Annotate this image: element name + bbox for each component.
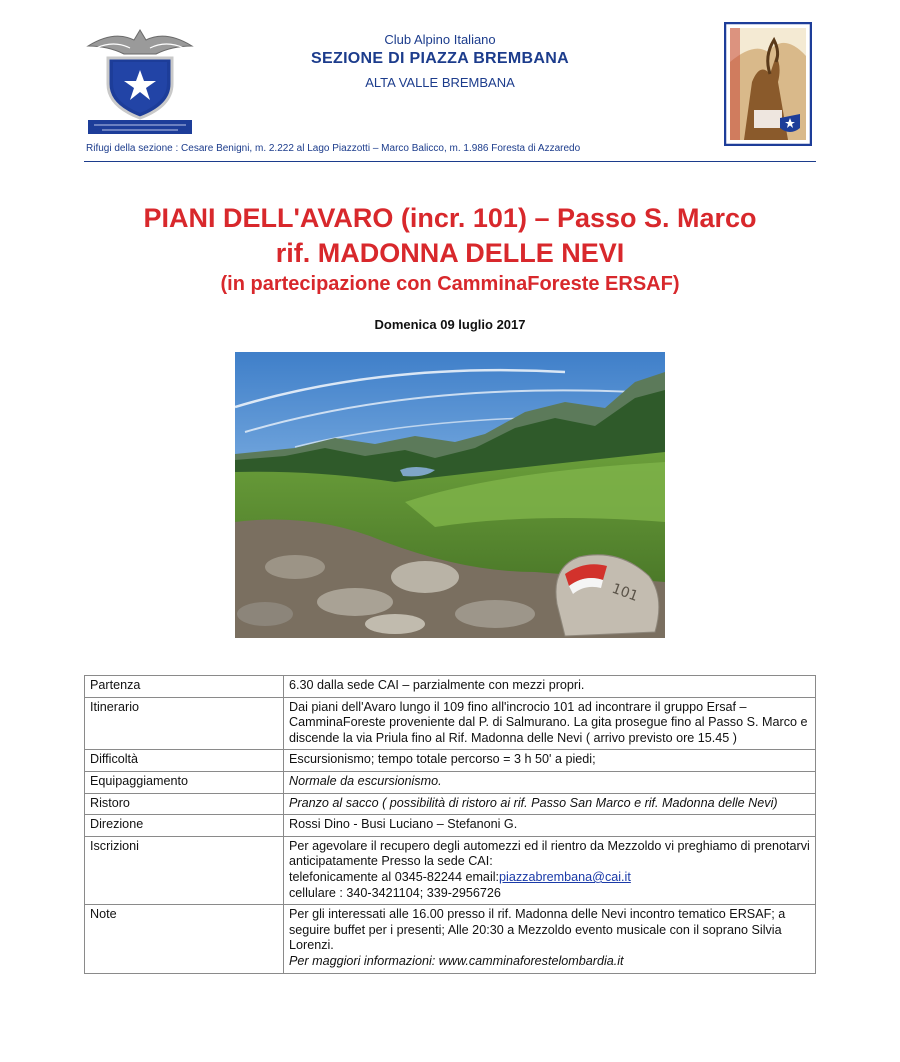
table-row-note: [85, 905, 816, 973]
mountain-trail-photo: [235, 352, 665, 638]
row-label: Partenza: [85, 676, 284, 698]
row-value: Normale da escursionismo.: [284, 771, 816, 793]
iscrizioni-contact: [289, 870, 810, 886]
section-poster-logo: [724, 22, 812, 146]
valley-name: ALTA VALLE BREMBANA: [365, 75, 515, 90]
row-label: Difficoltà: [85, 750, 284, 772]
row-label: Equipaggiamento: [85, 771, 284, 793]
iscrizioni-text: Per agevolare il recupero degli automezzi ed il rientro da Mezzoldo vi preghiamo di prenotarvi anticipatamente Presso la sede CAI:: [289, 838, 810, 869]
row-value: [284, 836, 816, 904]
table-row-direzione: [85, 815, 816, 837]
event-title-line-2: rif. MADONNA DELLE NEVI: [275, 238, 625, 268]
row-label: Direzione: [85, 815, 284, 837]
table-row-itinerario: [85, 697, 816, 750]
event-title-line-1: PIANI DELL'AVARO (incr. 101) – Passo S. Marco: [143, 203, 757, 233]
row-value: Rossi Dino - Busi Luciano – Stefanoni G.: [284, 815, 816, 837]
event-title-line-3: (in partecipazione con CamminaForeste ERSAF): [220, 273, 680, 295]
section-name: SEZIONE DI PIAZZA BREMBANA: [311, 50, 569, 67]
svg-text:101: 101: [609, 580, 641, 605]
club-name: Club Alpino Italiano: [384, 32, 496, 47]
row-value: Pranzo al sacco ( possibilità di ristoro ai rif. Passo San Marco e rif. Madonna delle Nevi): [284, 793, 816, 815]
header-divider: [84, 161, 816, 162]
cai-logo: [84, 24, 196, 134]
table-row-ristoro: [85, 793, 816, 815]
rifugi-line: Rifugi della sezione : Cesare Benigni, m. 2.222 al Lago Piazzotti – Marco Balicco, m. 1.986 Foresta di Azzaredo: [86, 143, 581, 154]
table-row-equipaggiamento: [85, 771, 816, 793]
table-row-difficolta: [85, 750, 816, 772]
note-text: Per gli interessati alle 16.00 presso il rif. Madonna delle Nevi incontro tematico ERSAF; a seguire buffet per i presenti; Alle 20:30 a Mezzoldo evento musicale con il soprano Silvia Lorenzi.: [289, 907, 786, 953]
row-value: [284, 905, 816, 973]
more-info-link[interactable]: Per maggiori informazioni: www.camminaforestelombardia.it: [289, 953, 624, 968]
email-link[interactable]: piazzabrembana@cai.it: [499, 869, 631, 884]
table-row-partenza: [85, 676, 816, 698]
row-label: Ristoro: [85, 793, 284, 815]
row-value: Escursionismo; tempo totale percorso = 3 h 50' a piedi;: [284, 750, 816, 772]
row-value: Dai piani dell'Avaro lungo il 109 fino all'incrocio 101 ad incontrare il gruppo Ersaf – CamminaForeste proveniente dal P. di Salmurano. La gita prosegue fino al Passo S. Marco e discende la via Priula fino al Rif. Madonna delle Nevi ( arrivo previsto ore 15.45 ): [284, 697, 816, 750]
row-label: Iscrizioni: [85, 836, 284, 904]
row-value: 6.30 dalla sede CAI – parzialmente con mezzi propri.: [284, 676, 816, 698]
header-block: [250, 30, 630, 90]
row-label: Itinerario: [85, 697, 284, 750]
table-row-iscrizioni: [85, 836, 816, 904]
excursion-info-table: [84, 675, 816, 974]
event-date: Domenica 09 luglio 2017: [374, 317, 526, 332]
phone-text: telefonicamente al 0345-82244 email:: [289, 869, 500, 884]
row-label: Note: [85, 905, 284, 973]
mobile-text: cellulare : 340-3421104; 339-2956726: [289, 885, 501, 900]
